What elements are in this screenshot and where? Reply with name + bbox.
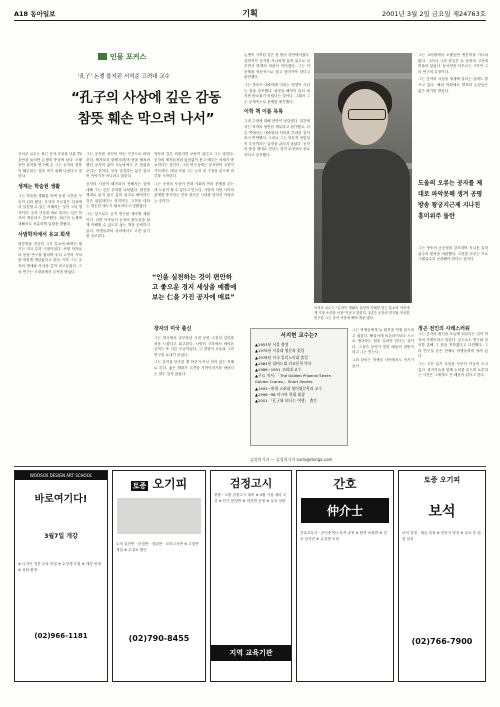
ad-toeic-photo (117, 498, 201, 534)
body-column-3-top: 학문의 길은 외롭지만 보람이 있다고 그는 말한다. 공자의 제자들처럼 끊임없이 묻고 배우는 자세가 중요하다는 것이다. 그의 연구실에는 동서양의 고전이 가득하다. 매일 아침 그는 논어 한 구절을 읽으며 하루를 시작한다. 그는 공자의 사상이 현대 사회의 여러 문제를 푸는 데 도움이 될 수 있다고 믿는다. 사람과 사람 사이의 관계를 중시하는 인의 정신은 시대를 넘어선 가치라는 것이다. (154, 152, 234, 203)
ad-jewelry-title: 토증 오기피 (423, 476, 461, 484)
body-column-1: 서석준 교수는 최근 공자 사상을 다룬 TV 강연을 둘러싼 논쟁의 중심에 섰다. 오랫동안 유학을 연구해 온 그는 공자의 참뜻이 훼손되는 것을 막기 위해 나섰다고 말한다. 생계는 학술원 생활 그는 학술원 생활을 하며 동양 고전을 꾸준히 읽어 왔다. 공자의 가르침은 일상에서 실천할 수 있는 지혜라는 것이 그의 생각이다. 공자 사상을 바로 알리는 일은 학자의 책무라고 강조했다. 최근의 논쟁에 대해서도 차분하게 입장을 밝혔다. 사범학자에서 유교 회색 영문학을 전공한 그가 유교에 빠져든 계기는 미국 유학 시절이었다. 서양 학자들의 동양 연구를 접하며 우리 고전의 가치를 새롭게 깨달았다고 한다. 이후 그는 공자의 생애와 사상을 깊이 파고들었다. 그의 연구는 국내외에서 주목을 받았다. (18, 152, 82, 274)
right-highlight-box: 도올의 오류는 공자를 제대로 파악못해 생겨 공평방송 왕궁지근제 지나친 흥미위주 돌란 (418, 180, 483, 220)
ad-design-school-sub: 3월7일 개강 (44, 533, 78, 540)
article-headline (56, 88, 236, 130)
profile-item: ▲1992~현재 고려대 영어영문학과 교수 (255, 385, 323, 391)
ad-design-school-phone: (02)966-1181 (34, 632, 88, 640)
page-header (14, 6, 486, 21)
body-column-2: 그는 공자를 성인이 아닌 인간으로 바라본다. 제자들과 함께 떠돌며 뜻을 펼치려 했던 공자의 삶이 오늘날에도 큰 울림을 준다는 것이다. 인을 실천하는 삶은 결코 먼 이야기가 아니라고 말한다. 공자의 사상이 왜곡되어 전해지는 것에 대해 그는 깊은 우려를 나타냈다. 원전을 제대로 읽지 않고 흥미 위주로 해석하는 것은 위험하다는 지적이다. 고전을 대하는 겸손한 태도가 필요하다고 덧붙였다. 그는 앞으로도 공자 연구를 계속할 계획이다. 일반 독자들이 공자의 참모습을 쉽게 이해할 수 있도록 돕는 책을 준비하고 있다. 학생들과의 강의에서도 고전 읽기를 강조한다. (86, 152, 150, 239)
profile-item: ▲주요 저서: 「The Golden Phoenix Seven Golden Cranes」 Short Stories (255, 373, 332, 385)
profile-item: ▲1975년 서울대 영문과 졸업 (255, 348, 305, 354)
headline-line-1: “孔子의 사상에 깊은 감동 (70, 90, 222, 106)
profile-item: ▲1996~98 아시아 학회 회장 (255, 391, 305, 397)
ad-design-school-text: ※ 디자인 전문 교육 과정 ※ 수강생 모집 ※ 개강 안내 ※ 상담 환영 (18, 562, 101, 572)
body-column-7: 그는 공자의 정신을 오늘에 되살리는 일이 학자의 사명이라고 말한다. 앞으로도 연구와 강의를 통해 그 뜻을 전하겠다고 다짐했다. 그의 연구실 문은 언제나 학생들에게 열려 있다. 그는 고전 읽기 모임을 꾸준히 이끌어 오고 있다. 참가자들과 함께 논어를 읽으며 토론하는 시간은 그에게도 큰 배움이 된다고 한다. (418, 332, 488, 378)
pull-quote: “인을 실천하는 것이 편안하고 좋으운 경지 세상을 예쁠에 보는 仁을 가진 공자에 매료” (152, 273, 237, 301)
subhead-3: 장자의 미국 출신 (154, 326, 192, 332)
ad-toeic-title (113, 475, 205, 492)
profile-item: ▲1953년 서울 출생 (255, 342, 289, 348)
portrait-glasses (348, 109, 386, 120)
ad-jewelry-sub: 보석 (428, 504, 456, 520)
ad-toeic-text: 토익 실전반 · 문법반 · 청취반 · 모의고사반 ※ 주말반 개설 ※ 수강료 할인 (116, 542, 199, 552)
ad-design-school[interactable] (14, 470, 108, 682)
ad-exam-phone: 지역 교육기관 (211, 645, 291, 661)
byline: 김성미기자 — 김성희기자 sumi@donga.com (250, 457, 333, 462)
ad-exam[interactable] (210, 470, 292, 682)
bookshelf (314, 73, 412, 79)
ad-jewelry[interactable] (398, 470, 486, 682)
body-column-6: 그는 방송의 공공성을 강조하며 지나친 흥미 위주의 편성을 비판했다. 고전을 다루는 프로그램일수록 신중해야 한다는 것이다. (418, 246, 488, 262)
page-number: A18 동아일보 (14, 9, 56, 18)
ad-design-school-title: WOOSOX DESIGN ART SCHOOL (15, 471, 107, 480)
ad-toeic[interactable] (112, 470, 206, 682)
ad-nursing-text: 간호조무사 · 공인중개사 자격 과정 ※ 합격 보장반 ※ 전문 강사진 ※ 수강생 모집 (300, 531, 387, 541)
article-kicker: 인물 포커스 (98, 52, 146, 62)
body-column-4: 논쟁이 시작된 것은 한 방송 강연에서였다. 강연자가 공자를 지나치게 흥미 위주로 다루면서 학계의 비판이 이어졌다. 그는 이 문제를 학문적으로 짚고 넘어가야 한다고 판단했다. 그는 방송이 대중에게 미치는 영향이 크다는 점을 강조했다. 잘못된 해석이 널리 퍼지면 바로잡기 어렵다는 것이다. 그래서 그는 공개적으로 문제를 제기했다. 이학 책 이름 목록 그의 주장에 대해 찬반이 엇갈렸다. 일부에서는 학자의 당연한 책무라고 평가했고, 다른 쪽에서는 대중화의 의미를 간과한 것이라고 반박했다. 그러나 그는 학문적 엄밀성이 우선이라는 입장을 굽히지 않았다. 공자의 뜻을 제대로 전하는 것이 무엇보다 중요하다고 강조했다. (244, 53, 310, 157)
ad-nursing-sub: 仲介士 (301, 498, 389, 523)
portrait-photo (314, 53, 412, 303)
ad-jewelry-phone: (02)766-7900 (411, 637, 473, 646)
ad-design-school-headline: 바로여기다! (34, 494, 88, 505)
ad-nursing-title: 간호 (333, 477, 357, 491)
ad-jewelry-text: 보석 감정 · 세공 과정 ※ 전문가 양성 ※ 수료 후 취업 알선 (402, 531, 481, 541)
article-subkicker: '孔子' 논쟁 불지핀 서석준 고려대 교수 (78, 74, 170, 80)
section-title: 기획 (242, 8, 258, 18)
issue-date: 2001년 3월 2일 금요일 제24763호 (382, 9, 486, 18)
portrait-body (322, 149, 410, 303)
ad-toeic-sub: 토증 (132, 482, 147, 490)
ad-toeic-name: 오기피 (152, 477, 188, 491)
subhead-1: 생계는 학술원 생활 (18, 183, 61, 190)
profile-box-title: 서지현 교수는? (280, 333, 318, 339)
body-column-5: 그는 고려대에서 오랫동안 영문학을 가르쳐 왔다. 그러나 그의 관심은 늘 동양의 고전에 머물러 있었다. 동서양을 아우르는 시각이 그의 연구의 특징이다. 그는 공자의 사상을 세계에 알리는 일에도 힘쓰고 있다. 해외 학회에서 발표한 논문들은 좋은 평가를 받았다. (418, 53, 488, 93)
headline-line-2: 참뜻 훼손 막으려 나서” (77, 111, 215, 127)
ad-exam-title: 검정고시 (229, 477, 273, 490)
profile-item: ▲1978년 미국 일리노이대 졸업 (255, 354, 308, 360)
profile-item: ▲1986~1991 고려대 교수 (255, 367, 302, 373)
subhead-4: 이학 책 이름 목록 (244, 109, 284, 116)
body-column-3-bottom: 장자의 미국 출신 그는 미국에서 공부하던 시절 동양 고전의 깊이를 처음 느꼈다고 회고한다. 서양의 시각에서 바라본 공자는 또 다른 모습이었다. 그 경험이 오늘날 그의 연구의 토대가 되었다. 그는 유학을 단순한 옛 학문이 아닌 살아 있는 지혜로 본다. 젊은 세대가 고전을 가까이하기를 바란다는 말도 잊지 않았다. (154, 326, 234, 376)
ad-divider (14, 466, 486, 467)
profile-item: ▲1984년 하버드대 비교문학 박사 (255, 360, 312, 366)
photo-caption: 서석준 교수는 “유학이 생활의 실천적 지혜를 얻는 통로라 자신에게 가장 소중한 사상”이라고 말한다. 1년간 공자의 전기와 저서를 연구한 그는 공자 사상에 빠져 책을 냈다. (314, 306, 410, 320)
subhead-2: 사범학자에서 유교 회색 (18, 231, 70, 238)
profile-item: ▲2001 「孔子와 떠나는 여행」 출간 (255, 398, 317, 404)
body-column-8: 그는 학생들에게 늘 원전을 직접 읽으라고 권한다. 해설서에 의존하기보다 스스로 생각하는 힘을 길러야 한다는 것이다. 그것이 공자가 말한 배움의 참뜻이라고 그는 믿는다. 그의 강의는 학생들 사이에서도 인기가 높다. (352, 328, 414, 368)
ad-nursing[interactable] (296, 470, 394, 682)
ad-exam-text: 중졸 · 고졸 검정고시 대비 ※ 4월 시험 대비 특강 ※ 단기 완성반 ※ 야간반 운영 ※ 무료 상담 (214, 493, 287, 503)
ad-toeic-phone: (02)790-8455 (128, 634, 190, 643)
profile-box (250, 328, 348, 446)
right-subhead: 정곤 전인의 사래스러워 (418, 326, 470, 332)
